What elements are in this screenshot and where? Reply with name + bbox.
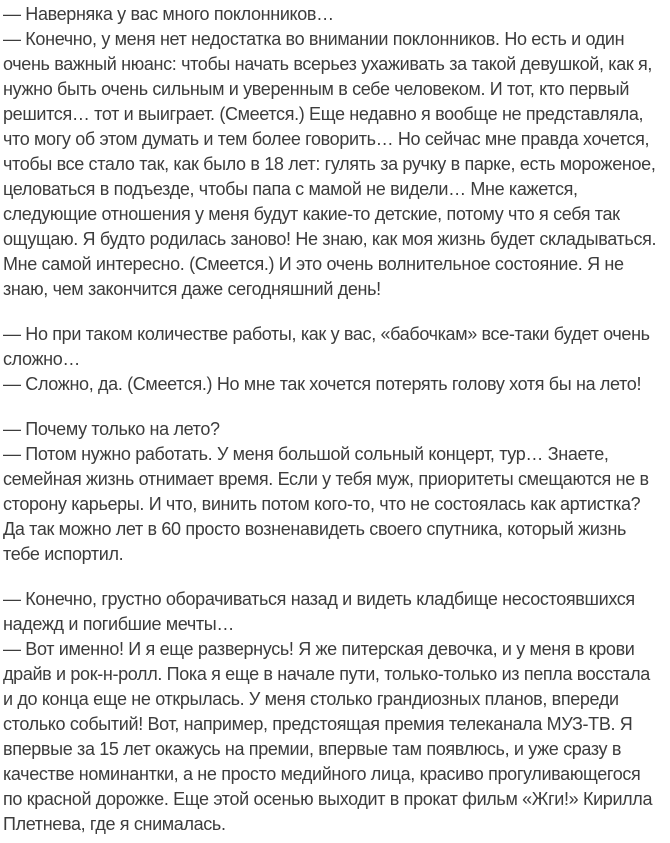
question-paragraph: — Конечно, грустно оборачиваться назад и видеть кладбище несостоявшихся надежд и погибшие мечты… <box>3 589 635 634</box>
qa-group-4 <box>3 587 660 837</box>
answer-paragraph: — Потом нужно работать. У меня большой сольный концерт, тур… Знаете, семейная жизнь отнимает время. Если у тебя муж, приоритеты смещаются не в сторону карьеры. И что, винить потом кого-то, что не состоялась как артистка? Да так можно лет в 60 просто возненавидеть своего спутника, который жизнь тебе испортил. <box>3 444 649 564</box>
question-paragraph: — Но при таком количестве работы, как у вас, «бабочкам» все-таки будет очень сложно… <box>3 324 650 369</box>
qa-group-2 <box>3 322 660 397</box>
qa-group-3 <box>3 417 660 567</box>
answer-paragraph: — Конечно, у меня нет недостатка во внимании поклонников. Но есть и один очень важный нюанс: чтобы начать всерьез ухаживать за такой девушкой, как я, нужно быть очень сильным и уверенным в себе человеком. И тот, кто первый решится… тот и выиграет. (Смеется.) Еще недавно я вообще не представляла, что могу об этом думать и тем более говорить… Но сейчас мне правда хочется, чтобы все стало так, как было в 18 лет: гулять за ручку в парке, есть мороженое, целоваться в подъезде, чтобы папа с мамой не видели… Мне кажется, следующие отношения у меня будут какие-то детские, потому что я себя так ощущаю. Я будто родилась заново! Не знаю, как моя жизнь будет складываться. Мне самой интересно. (Смеется.) И это очень волнительное состояние. Я не знаю, чем закончится даже сегодняшний день! <box>3 29 657 299</box>
answer-paragraph: — Сложно, да. (Смеется.) Но мне так хочется потерять голову хотя бы на лето! <box>3 374 642 394</box>
interview-article <box>3 2 660 837</box>
question-paragraph: — Почему только на лето? <box>3 419 220 439</box>
qa-group-1 <box>3 2 660 302</box>
answer-paragraph: — Вот именно! И я еще развернусь! Я же питерская девочка, и у меня в крови драйв и рок-н-ролл. Пока я еще в начале пути, только-только из пепла восстала и до конца еще не открылась. У меня столько грандиозных планов, впереди столько событий! Вот, например, предстоящая премия телеканала МУЗ-ТВ. Я впервые за 15 лет окажусь на премии, впервые там появлюсь, и уже сразу в качестве номинантки, а не просто медийного лица, красиво прогуливающегося по красной дорожке. Еще этой осенью выходит в прокат фильм «Жги!» Кирилла Плетнева, где я снималась. <box>3 639 653 834</box>
question-paragraph: — Наверняка у вас много поклонников… <box>3 4 334 24</box>
